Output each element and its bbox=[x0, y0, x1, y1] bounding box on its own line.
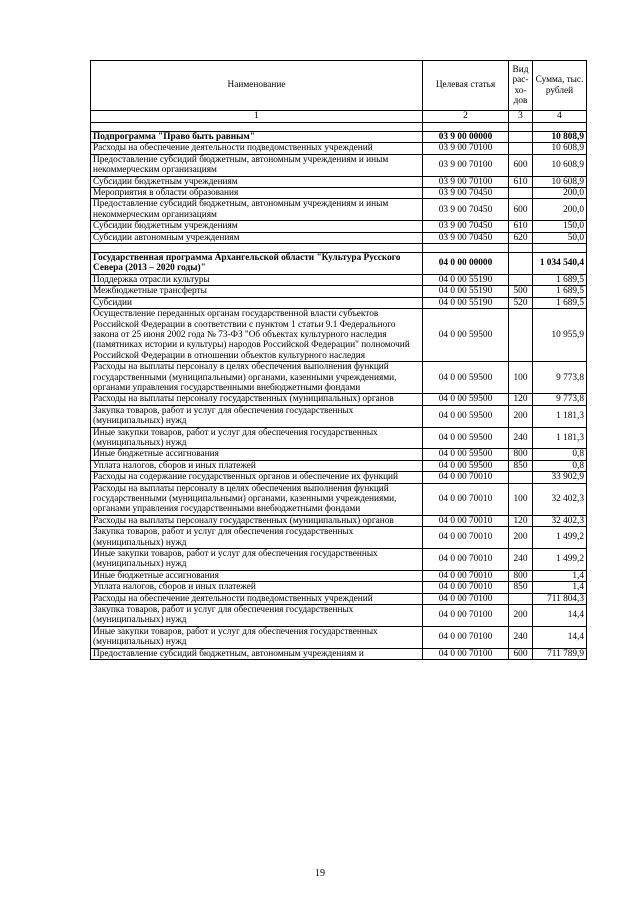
cell-code: 04 0 00 55190 bbox=[423, 274, 509, 285]
cell-name: Предоставление субсидий бюджетным, автономным учреждениям и иным некоммерческим организациям bbox=[91, 199, 423, 221]
table-row bbox=[91, 515, 587, 526]
header-vr: Вид рас-хо-дов bbox=[509, 61, 533, 111]
cell-name: Закупка товаров, работ и услуг для обеспечения государственных (муниципальных) нужд bbox=[91, 527, 423, 549]
cell-sum: 50,0 bbox=[533, 232, 587, 243]
cell-vr bbox=[509, 472, 533, 483]
cell-vr: 800 bbox=[509, 570, 533, 581]
cell-name: Субсидии bbox=[91, 297, 423, 308]
cell-name: Расходы на выплаты персоналу в целях обеспечения выполнения функций государственными (муниципальными) органами, казенными учреждениями, органами управления государственными внебюджетными фондами bbox=[91, 483, 423, 515]
cell-code: 03 9 00 70100 bbox=[423, 143, 509, 154]
cell-name: Расходы на выплаты персоналу государственных (муниципальных) органов bbox=[91, 515, 423, 526]
spacer-cell bbox=[533, 244, 587, 253]
cell-code: 04 0 00 70100 bbox=[423, 648, 509, 659]
spacer-cell bbox=[91, 123, 423, 132]
cell-name: Субсидии бюджетным учреждениям bbox=[91, 221, 423, 232]
cell-name: Расходы на содержание государственных органов и обеспечение их функций bbox=[91, 472, 423, 483]
header-name: Наименование bbox=[91, 61, 423, 111]
table-row bbox=[91, 427, 587, 449]
cell-vr: 850 bbox=[509, 582, 533, 593]
cell-sum: 1,4 bbox=[533, 570, 587, 581]
cell-name: Осуществление переданных органам государственной власти субъектов Российской Федерации в соответствии с пунктом 1 статьи 9.1 Федерального закона от 25 июня 2002 года № 73-ФЗ "Об объектах культурного наследия (памятниках истории и культуры) народов Российской Федерации" полномочий Российской Федерации в отношении объектов культурного наследия bbox=[91, 309, 423, 362]
cell-sum: 10 608,9 bbox=[533, 176, 587, 187]
cell-code: 04 0 00 70010 bbox=[423, 549, 509, 571]
cell-name: Закупка товаров, работ и услуг для обеспечения государственных (муниципальных) нужд bbox=[91, 605, 423, 627]
cell-vr: 240 bbox=[509, 427, 533, 449]
spacer-row bbox=[91, 244, 587, 253]
cell-vr: 100 bbox=[509, 483, 533, 515]
cell-sum: 1 181,3 bbox=[533, 427, 587, 449]
cell-vr: 610 bbox=[509, 221, 533, 232]
cell-code: 03 9 00 70100 bbox=[423, 154, 509, 176]
spacer-cell bbox=[533, 123, 587, 132]
cell-sum: 32 402,3 bbox=[533, 483, 587, 515]
cell-sum: 1 499,2 bbox=[533, 527, 587, 549]
column-number: 2 bbox=[423, 111, 509, 123]
cell-name: Межбюджетные трансферты bbox=[91, 286, 423, 297]
cell-sum: 0,8 bbox=[533, 460, 587, 471]
cell-sum: 9 773,8 bbox=[533, 362, 587, 394]
table-row bbox=[91, 460, 587, 471]
cell-code: 03 9 00 70450 bbox=[423, 221, 509, 232]
cell-sum: 10 955,9 bbox=[533, 309, 587, 362]
spacer-cell bbox=[509, 123, 533, 132]
cell-vr: 500 bbox=[509, 286, 533, 297]
cell-name: Уплата налогов, сборов и иных платежей bbox=[91, 460, 423, 471]
table-row bbox=[91, 362, 587, 394]
cell-sum: 200,0 bbox=[533, 199, 587, 221]
header-code: Целевая статья bbox=[423, 61, 509, 111]
cell-vr: 800 bbox=[509, 449, 533, 460]
table-row bbox=[91, 188, 587, 199]
cell-sum: 1 689,5 bbox=[533, 297, 587, 308]
cell-name: Расходы на выплаты персоналу в целях обеспечения выполнения функций государственными (муниципальными) органами, казенными учреждениями, органами управления государственными внебюджетными фондами bbox=[91, 362, 423, 394]
cell-name: Расходы на выплаты персоналу государственных (муниципальных) органов bbox=[91, 394, 423, 405]
cell-sum: 200,0 bbox=[533, 188, 587, 199]
cell-code: 04 0 00 70010 bbox=[423, 527, 509, 549]
table-row bbox=[91, 309, 587, 362]
table-row bbox=[91, 221, 587, 232]
spacer-cell bbox=[423, 244, 509, 253]
cell-code: 04 0 00 70010 bbox=[423, 472, 509, 483]
table-row bbox=[91, 582, 587, 593]
cell-sum: 711 804,3 bbox=[533, 593, 587, 604]
table-header-row bbox=[91, 61, 587, 111]
table-row bbox=[91, 570, 587, 581]
table-row bbox=[91, 405, 587, 427]
cell-code: 04 0 00 59500 bbox=[423, 460, 509, 471]
cell-name: Поддержка отрасли культуры bbox=[91, 274, 423, 285]
cell-code: 03 9 00 00000 bbox=[423, 132, 509, 143]
cell-sum: 711 789,9 bbox=[533, 648, 587, 659]
cell-vr bbox=[509, 253, 533, 275]
table-row bbox=[91, 154, 587, 176]
cell-vr bbox=[509, 188, 533, 199]
cell-name: Субсидии автономным учреждениям bbox=[91, 232, 423, 243]
cell-code: 04 0 00 59500 bbox=[423, 362, 509, 394]
cell-sum: 150,0 bbox=[533, 221, 587, 232]
column-number: 1 bbox=[91, 111, 423, 123]
cell-vr bbox=[509, 143, 533, 154]
cell-vr: 240 bbox=[509, 626, 533, 648]
table-row bbox=[91, 274, 587, 285]
table-row bbox=[91, 394, 587, 405]
cell-sum: 14,4 bbox=[533, 626, 587, 648]
cell-name: Субсидии бюджетным учреждениям bbox=[91, 176, 423, 187]
cell-name: Расходы на обеспечение деятельности подведомственных учреждений bbox=[91, 143, 423, 154]
cell-code: 03 9 00 70450 bbox=[423, 232, 509, 243]
cell-vr bbox=[509, 132, 533, 143]
cell-vr bbox=[509, 309, 533, 362]
cell-code: 03 9 00 70100 bbox=[423, 176, 509, 187]
table-row bbox=[91, 199, 587, 221]
table-row bbox=[91, 626, 587, 648]
cell-sum: 10 808,9 bbox=[533, 132, 587, 143]
cell-code: 04 0 00 70010 bbox=[423, 582, 509, 593]
cell-code: 04 0 00 59500 bbox=[423, 405, 509, 427]
cell-vr: 600 bbox=[509, 648, 533, 659]
cell-vr: 120 bbox=[509, 394, 533, 405]
cell-sum: 10 608,9 bbox=[533, 154, 587, 176]
table-row bbox=[91, 593, 587, 604]
cell-sum: 14,4 bbox=[533, 605, 587, 627]
cell-vr: 120 bbox=[509, 515, 533, 526]
program-row bbox=[91, 253, 587, 275]
cell-vr: 200 bbox=[509, 605, 533, 627]
cell-name: Закупка товаров, работ и услуг для обеспечения государственных (муниципальных) нужд bbox=[91, 405, 423, 427]
table-row bbox=[91, 648, 587, 659]
cell-vr: 200 bbox=[509, 405, 533, 427]
cell-code: 04 0 00 55190 bbox=[423, 286, 509, 297]
cell-code: 04 0 00 59500 bbox=[423, 309, 509, 362]
cell-vr: 610 bbox=[509, 176, 533, 187]
column-number: 3 bbox=[509, 111, 533, 123]
table-row bbox=[91, 549, 587, 571]
cell-sum: 1 689,5 bbox=[533, 286, 587, 297]
cell-code: 04 0 00 70010 bbox=[423, 515, 509, 526]
cell-code: 04 0 00 00000 bbox=[423, 253, 509, 275]
cell-vr: 100 bbox=[509, 362, 533, 394]
cell-sum: 1 034 540,4 bbox=[533, 253, 587, 275]
cell-name: Иные закупки товаров, работ и услуг для обеспечения государственных (муниципальных) нужд bbox=[91, 427, 423, 449]
cell-code: 04 0 00 70100 bbox=[423, 605, 509, 627]
cell-vr: 850 bbox=[509, 460, 533, 471]
cell-sum: 33 902,9 bbox=[533, 472, 587, 483]
spacer-cell bbox=[423, 123, 509, 132]
spacer-cell bbox=[509, 244, 533, 253]
page-number: 19 bbox=[315, 868, 325, 879]
cell-code: 04 0 00 70010 bbox=[423, 483, 509, 515]
cell-vr: 600 bbox=[509, 199, 533, 221]
table-row bbox=[91, 449, 587, 460]
column-number: 4 bbox=[533, 111, 587, 123]
spacer-cell bbox=[91, 244, 423, 253]
cell-code: 03 9 00 70450 bbox=[423, 199, 509, 221]
budget-table bbox=[90, 60, 587, 660]
program-row bbox=[91, 132, 587, 143]
cell-vr bbox=[509, 593, 533, 604]
table-row bbox=[91, 176, 587, 187]
cell-name: Иные закупки товаров, работ и услуг для обеспечения государственных (муниципальных) нужд bbox=[91, 626, 423, 648]
table-row bbox=[91, 297, 587, 308]
cell-sum: 9 773,8 bbox=[533, 394, 587, 405]
cell-code: 03 9 00 70450 bbox=[423, 188, 509, 199]
cell-code: 04 0 00 70100 bbox=[423, 626, 509, 648]
table-row bbox=[91, 483, 587, 515]
spacer-row bbox=[91, 123, 587, 132]
cell-code: 04 0 00 59500 bbox=[423, 449, 509, 460]
table-row bbox=[91, 286, 587, 297]
cell-code: 04 0 00 70010 bbox=[423, 570, 509, 581]
cell-sum: 10 608,9 bbox=[533, 143, 587, 154]
cell-vr: 620 bbox=[509, 232, 533, 243]
cell-code: 04 0 00 55190 bbox=[423, 297, 509, 308]
cell-name: Подпрограмма "Право быть равным" bbox=[91, 132, 423, 143]
cell-sum: 1 499,2 bbox=[533, 549, 587, 571]
cell-name: Уплата налогов, сборов и иных платежей bbox=[91, 582, 423, 593]
cell-name: Предоставление субсидий бюджетным, автономным учреждениям и иным некоммерческим организациям bbox=[91, 154, 423, 176]
cell-sum: 1 689,5 bbox=[533, 274, 587, 285]
cell-vr: 600 bbox=[509, 154, 533, 176]
cell-name: Иные бюджетные ассигнования bbox=[91, 449, 423, 460]
cell-vr bbox=[509, 274, 533, 285]
cell-name: Мероприятия в области образования bbox=[91, 188, 423, 199]
cell-code: 04 0 00 59500 bbox=[423, 394, 509, 405]
table-row bbox=[91, 232, 587, 243]
header-sum: Сумма, тыс. рублей bbox=[533, 61, 587, 111]
cell-code: 04 0 00 59500 bbox=[423, 427, 509, 449]
cell-name: Иные закупки товаров, работ и услуг для обеспечения государственных (муниципальных) нужд bbox=[91, 549, 423, 571]
table-row bbox=[91, 605, 587, 627]
cell-vr: 200 bbox=[509, 527, 533, 549]
cell-name: Предоставление субсидий бюджетным, автономным учреждениям и bbox=[91, 648, 423, 659]
table-row bbox=[91, 472, 587, 483]
column-number-row bbox=[91, 111, 587, 123]
cell-sum: 32 402,3 bbox=[533, 515, 587, 526]
cell-sum: 1 181,3 bbox=[533, 405, 587, 427]
table-row bbox=[91, 143, 587, 154]
cell-name: Расходы на обеспечение деятельности подведомственных учреждений bbox=[91, 593, 423, 604]
table-row bbox=[91, 527, 587, 549]
cell-vr: 520 bbox=[509, 297, 533, 308]
cell-name: Иные бюджетные ассигнования bbox=[91, 570, 423, 581]
cell-vr: 240 bbox=[509, 549, 533, 571]
cell-name: Государственная программа Архангельской области "Культура Русского Севера (2013 – 2020 годы)" bbox=[91, 253, 423, 275]
cell-code: 04 0 00 70100 bbox=[423, 593, 509, 604]
cell-sum: 1,4 bbox=[533, 582, 587, 593]
cell-sum: 0,8 bbox=[533, 449, 587, 460]
